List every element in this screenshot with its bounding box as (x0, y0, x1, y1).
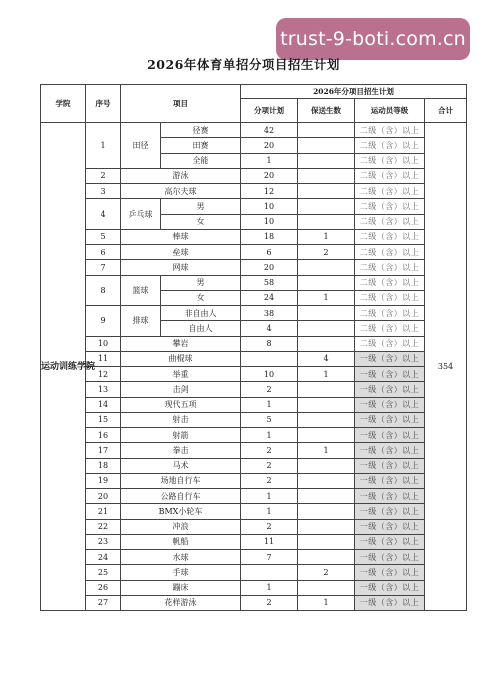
guaranteed-cell (298, 473, 355, 488)
enrollment-plan-table (40, 84, 467, 611)
guaranteed-cell: 1 (298, 443, 355, 458)
project-cell: 公路自行车 (121, 489, 241, 504)
grade-cell: 二级（含）以上 (355, 245, 425, 260)
seq-cell: 7 (86, 260, 121, 275)
page-title: 2026年体育单招分项目招生计划 (147, 57, 340, 72)
plan-cell: 18 (241, 229, 298, 244)
subproject-cell: 田赛 (161, 138, 241, 153)
seq-cell: 8 (86, 275, 121, 306)
project-cell: 网球 (121, 260, 241, 275)
guaranteed-cell: 1 (298, 367, 355, 382)
table-row (41, 595, 467, 610)
table-row (41, 550, 467, 565)
seq-cell: 25 (86, 565, 121, 580)
total-cell: 354 (425, 123, 467, 611)
plan-cell: 1 (241, 580, 298, 595)
seq-cell: 27 (86, 595, 121, 610)
table-row (41, 504, 467, 519)
project-cell: 冲浪 (121, 519, 241, 534)
watermark-badge: trust-9-boti.com.cn (276, 18, 470, 60)
plan-cell: 58 (241, 275, 298, 290)
grade-cell: 一级（含）以上 (355, 519, 425, 534)
grade-cell: 一级（含）以上 (355, 443, 425, 458)
grade-cell: 一级（含）以上 (355, 550, 425, 565)
plan-cell: 2 (241, 382, 298, 397)
subproject-cell: 全能 (161, 153, 241, 168)
plan-cell: 1 (241, 397, 298, 412)
plan-cell: 20 (241, 168, 298, 183)
plan-cell (241, 351, 298, 366)
project-cell: 击剑 (121, 382, 241, 397)
table-row (41, 489, 467, 504)
plan-cell: 1 (241, 504, 298, 519)
table-row (41, 443, 467, 458)
plan-cell: 10 (241, 199, 298, 214)
plan-cell: 24 (241, 290, 298, 305)
guaranteed-cell (298, 306, 355, 321)
table-row (41, 168, 467, 183)
guaranteed-cell (298, 199, 355, 214)
guaranteed-cell: 2 (298, 565, 355, 580)
guaranteed-cell (298, 489, 355, 504)
seq-cell: 23 (86, 534, 121, 549)
guaranteed-cell: 1 (298, 229, 355, 244)
guaranteed-cell (298, 458, 355, 473)
grade-cell: 一级（含）以上 (355, 458, 425, 473)
subproject-cell: 男 (161, 199, 241, 214)
plan-cell: 11 (241, 534, 298, 549)
subproject-cell: 非自由人 (161, 306, 241, 321)
project-cell: 射箭 (121, 428, 241, 443)
table-row (41, 123, 467, 138)
header-total: 合计 (425, 99, 467, 123)
seq-cell: 26 (86, 580, 121, 595)
project-cell: 现代五项 (121, 397, 241, 412)
plan-cell: 1 (241, 489, 298, 504)
grade-cell: 二级（含）以上 (355, 260, 425, 275)
table-row (41, 412, 467, 427)
table-row (41, 519, 467, 534)
seq-cell: 14 (86, 397, 121, 412)
guaranteed-cell (298, 382, 355, 397)
guaranteed-cell (298, 214, 355, 229)
seq-cell: 18 (86, 458, 121, 473)
project-cell: 蹦床 (121, 580, 241, 595)
guaranteed-cell: 2 (298, 245, 355, 260)
seq-cell: 16 (86, 428, 121, 443)
guaranteed-cell (298, 397, 355, 412)
grade-cell: 二级（含）以上 (355, 123, 425, 138)
grade-cell: 二级（含）以上 (355, 199, 425, 214)
table-row (41, 367, 467, 382)
table-row (41, 336, 467, 351)
table-row (41, 229, 467, 244)
grade-cell: 二级（含）以上 (355, 138, 425, 153)
seq-cell: 24 (86, 550, 121, 565)
seq-cell: 1 (86, 123, 121, 169)
table-row (41, 351, 467, 366)
grade-cell: 一级（含）以上 (355, 504, 425, 519)
table-body (41, 123, 467, 611)
project-cell: 手球 (121, 565, 241, 580)
grade-cell: 二级（含）以上 (355, 321, 425, 336)
guaranteed-cell (298, 321, 355, 336)
project-cell: 曲棍球 (121, 351, 241, 366)
header-grade: 运动员等级 (355, 99, 425, 123)
project-cell: 高尔夫球 (121, 184, 241, 199)
guaranteed-cell: 1 (298, 290, 355, 305)
plan-cell: 2 (241, 473, 298, 488)
plan-cell: 6 (241, 245, 298, 260)
guaranteed-cell (298, 123, 355, 138)
seq-cell: 11 (86, 351, 121, 366)
project-cell: 射击 (121, 412, 241, 427)
project-cell: 举重 (121, 367, 241, 382)
grade-cell: 二级（含）以上 (355, 168, 425, 183)
header-college: 学院 (41, 85, 86, 123)
grade-cell: 一级（含）以上 (355, 473, 425, 488)
guaranteed-cell: 4 (298, 351, 355, 366)
plan-cell: 42 (241, 123, 298, 138)
grade-cell: 一级（含）以上 (355, 428, 425, 443)
guaranteed-cell (298, 580, 355, 595)
guaranteed-cell (298, 534, 355, 549)
guaranteed-cell (298, 184, 355, 199)
header-plan: 分项计划 (241, 99, 298, 123)
seq-cell: 17 (86, 443, 121, 458)
table-row (41, 565, 467, 580)
subproject-cell: 自由人 (161, 321, 241, 336)
header-row-1 (41, 85, 467, 99)
table-row (41, 580, 467, 595)
plan-cell: 2 (241, 595, 298, 610)
grade-cell: 二级（含）以上 (355, 229, 425, 244)
plan-cell: 1 (241, 428, 298, 443)
grade-cell: 一级（含）以上 (355, 565, 425, 580)
project-cell: BMX小轮车 (121, 504, 241, 519)
grade-cell: 一级（含）以上 (355, 367, 425, 382)
plan-cell: 2 (241, 443, 298, 458)
subproject-cell: 男 (161, 275, 241, 290)
subproject-cell: 女 (161, 214, 241, 229)
table-row (41, 199, 467, 214)
guaranteed-cell (298, 336, 355, 351)
grade-cell: 一级（含）以上 (355, 397, 425, 412)
table-row (41, 428, 467, 443)
project-cell: 篮球 (121, 275, 161, 306)
table-row (41, 473, 467, 488)
project-cell: 帆船 (121, 534, 241, 549)
grade-cell: 一级（含）以上 (355, 534, 425, 549)
table-row (41, 275, 467, 290)
seq-cell: 19 (86, 473, 121, 488)
plan-cell: 10 (241, 214, 298, 229)
plan-cell: 12 (241, 184, 298, 199)
project-cell: 场地自行车 (121, 473, 241, 488)
grade-cell: 二级（含）以上 (355, 336, 425, 351)
project-cell: 棒球 (121, 229, 241, 244)
plan-cell: 20 (241, 138, 298, 153)
grade-cell: 二级（含）以上 (355, 153, 425, 168)
project-cell: 攀岩 (121, 336, 241, 351)
project-cell: 拳击 (121, 443, 241, 458)
plan-cell: 7 (241, 550, 298, 565)
header-seq: 序号 (86, 85, 121, 123)
grade-cell: 二级（含）以上 (355, 290, 425, 305)
grade-cell: 一级（含）以上 (355, 412, 425, 427)
seq-cell: 21 (86, 504, 121, 519)
table-row (41, 245, 467, 260)
plan-cell: 10 (241, 367, 298, 382)
seq-cell: 5 (86, 229, 121, 244)
grade-cell: 二级（含）以上 (355, 214, 425, 229)
guaranteed-cell (298, 138, 355, 153)
seq-cell: 6 (86, 245, 121, 260)
seq-cell: 20 (86, 489, 121, 504)
grade-cell: 一级（含）以上 (355, 382, 425, 397)
project-cell: 马术 (121, 458, 241, 473)
seq-cell: 9 (86, 306, 121, 337)
plan-cell: 5 (241, 412, 298, 427)
grade-cell: 一级（含）以上 (355, 595, 425, 610)
seq-cell: 15 (86, 412, 121, 427)
subproject-cell: 女 (161, 290, 241, 305)
project-cell: 垒球 (121, 245, 241, 260)
guaranteed-cell (298, 504, 355, 519)
plan-cell: 2 (241, 458, 298, 473)
guaranteed-cell (298, 412, 355, 427)
seq-cell: 3 (86, 184, 121, 199)
header-project: 项目 (121, 85, 241, 123)
seq-cell: 2 (86, 168, 121, 183)
seq-cell: 12 (86, 367, 121, 382)
table-row (41, 382, 467, 397)
college-cell: 运动训练学院 (41, 123, 86, 611)
seq-cell: 10 (86, 336, 121, 351)
table-row (41, 306, 467, 321)
project-cell: 排球 (121, 306, 161, 337)
plan-cell: 8 (241, 336, 298, 351)
subproject-cell: 径赛 (161, 123, 241, 138)
guaranteed-cell (298, 519, 355, 534)
project-cell: 田径 (121, 123, 161, 169)
grade-cell: 一级（含）以上 (355, 489, 425, 504)
grade-cell: 一级（含）以上 (355, 351, 425, 366)
project-cell: 乒乓球 (121, 199, 161, 230)
guaranteed-cell (298, 168, 355, 183)
project-cell: 花样游泳 (121, 595, 241, 610)
table-row (41, 458, 467, 473)
plan-cell: 1 (241, 153, 298, 168)
table-row (41, 397, 467, 412)
grade-cell: 一级（含）以上 (355, 580, 425, 595)
table-row (41, 534, 467, 549)
guaranteed-cell (298, 153, 355, 168)
seq-cell: 22 (86, 519, 121, 534)
guaranteed-cell (298, 550, 355, 565)
table-row (41, 260, 467, 275)
plan-cell: 20 (241, 260, 298, 275)
plan-cell: 38 (241, 306, 298, 321)
grade-cell: 二级（含）以上 (355, 275, 425, 290)
guaranteed-cell (298, 260, 355, 275)
header-plan-group: 2026年分项目招生计划 (241, 85, 467, 99)
guaranteed-cell (298, 275, 355, 290)
plan-cell: 2 (241, 519, 298, 534)
project-cell: 游泳 (121, 168, 241, 183)
guaranteed-cell (298, 428, 355, 443)
seq-cell: 13 (86, 382, 121, 397)
table-row (41, 184, 467, 199)
plan-cell: 4 (241, 321, 298, 336)
grade-cell: 二级（含）以上 (355, 306, 425, 321)
seq-cell: 4 (86, 199, 121, 230)
plan-cell (241, 565, 298, 580)
grade-cell: 二级（含）以上 (355, 184, 425, 199)
project-cell: 水球 (121, 550, 241, 565)
header-guaranteed: 保送生数 (298, 99, 355, 123)
guaranteed-cell: 1 (298, 595, 355, 610)
